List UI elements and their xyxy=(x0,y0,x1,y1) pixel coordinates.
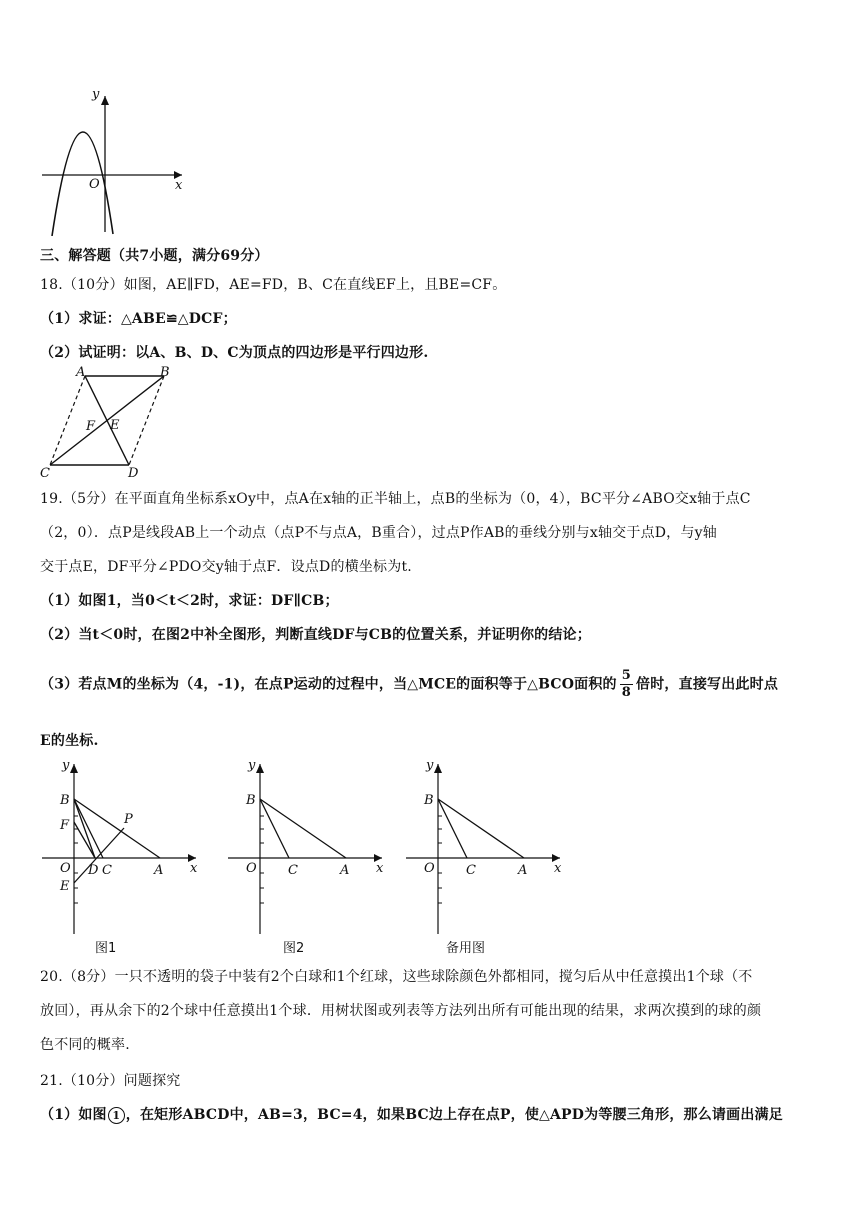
q18-part2: （2）试证明：以A、B、D、C为顶点的四边形是平行四边形. xyxy=(40,345,429,361)
fig3-label-b: B xyxy=(424,793,434,808)
fraction-denominator: 8 xyxy=(621,685,632,700)
caption-figure-1: 图1 xyxy=(95,941,117,956)
q21-heading: 21.（10分）问题探究 xyxy=(40,1073,181,1089)
fraction-numerator: 5 xyxy=(621,668,632,683)
fig2-label-b: B xyxy=(246,793,256,808)
q19-line1: 19.（5分）在平面直角坐标系xOy中，点A在x轴的正半轴上，点B的坐标为（0，4），BC平分∠ABO交x轴于点C xyxy=(40,491,751,507)
caption-figure-spare: 备用图 xyxy=(446,941,486,956)
point-label-e: E xyxy=(110,418,120,433)
circled-number-text: 1 xyxy=(112,1108,121,1122)
origin-label: O xyxy=(89,177,100,192)
q19-part3-text-b: 倍时，直接写出此时点 xyxy=(636,676,779,693)
q20-line2: 放回），再从余下的2个球中任意摸出1个球．用树状图或列表等方法列出所有可能出现的结果，求两次摸到的球的颜 xyxy=(40,1003,762,1019)
figure-1 xyxy=(38,756,208,936)
fig1-label-a: A xyxy=(154,863,164,878)
fig3-label-a: A xyxy=(518,863,528,878)
q19-part2: （2）当t＜0时，在图2中补全图形，判断直线DF与CB的位置关系，并证明你的结论； xyxy=(40,627,591,643)
q20-line1: 20.（8分）一只不透明的袋子中装有2个白球和1个红球，这些球除颜色外都相同，搅匀后从中任意摸出1个球（不 xyxy=(40,969,753,985)
fig2-label-y: y xyxy=(248,758,256,773)
q19-part3-cont: E的坐标. xyxy=(40,733,99,749)
section-heading: 三、解答题（共7小题，满分69分） xyxy=(40,248,269,264)
fig3-label-y: y xyxy=(426,758,434,773)
fig1-label-c: C xyxy=(102,863,112,878)
fig1-label-d: D xyxy=(88,863,99,878)
parabola-figure xyxy=(38,84,188,236)
fig1-label-x: x xyxy=(190,861,198,876)
axis-label-y: y xyxy=(92,87,100,102)
circled-number xyxy=(108,1107,125,1124)
figure-2 xyxy=(224,756,394,936)
point-label-b: B xyxy=(160,365,170,380)
point-label-c: C xyxy=(40,466,50,481)
q19-part3-text-a: （3）若点M的坐标为（4，-1)，在点P运动的过程中，当△MCE的面积等于△BCO面积的 xyxy=(40,676,617,693)
q19-line2: （2，0）．点P是线段AB上一个动点（点P不与点A，B重合），过点P作AB的垂线分别与x轴交于点D，与y轴 xyxy=(40,525,717,541)
q21-part1-text: ，在矩形ABCD中，AB=3，BC=4，如果BC边上存在点P，使△APD为等腰三角形，那么请画出满足 xyxy=(125,1107,783,1123)
fig2-label-o: O xyxy=(246,861,257,876)
fig2-label-x: x xyxy=(376,861,384,876)
q19-line3: 交于点E，DF平分∠PDO交y轴于点F．设点D的横坐标为t. xyxy=(40,559,412,575)
figure-spare xyxy=(402,756,572,936)
q21-part1-prefix: （1）如图 xyxy=(40,1107,107,1123)
fig2-label-a: A xyxy=(340,863,350,878)
point-label-d: D xyxy=(128,466,139,481)
q19-part1: （1）如图1，当0＜t＜2时，求证：DF∥CB； xyxy=(40,593,339,609)
fig3-label-c: C xyxy=(466,863,476,878)
fig1-label-y: y xyxy=(62,758,70,773)
q18-stem: 18.（10分）如图，AE∥FD，AE=FD，B、C在直线EF上，且BE=CF。 xyxy=(40,277,507,293)
q19-part3 xyxy=(40,668,778,701)
axis-label-x: x xyxy=(175,178,183,193)
q21-part1 xyxy=(40,1104,783,1124)
point-label-a: A xyxy=(76,365,86,380)
fig1-label-o: O xyxy=(60,861,71,876)
parallelogram-figure xyxy=(36,364,186,482)
point-label-f: F xyxy=(86,419,96,434)
fig1-label-e: E xyxy=(60,879,70,894)
q20-line3: 色不同的概率. xyxy=(40,1037,130,1053)
fig2-label-c: C xyxy=(288,863,298,878)
fig3-label-o: O xyxy=(424,861,435,876)
fig1-label-p: P xyxy=(124,812,133,827)
fig3-label-x: x xyxy=(554,861,562,876)
q18-part1: （1）求证：△ABE≌△DCF； xyxy=(40,311,237,327)
fig1-label-f: F xyxy=(60,818,70,833)
caption-figure-2: 图2 xyxy=(283,941,305,956)
fraction-five-eighths xyxy=(620,668,633,701)
fig1-label-b: B xyxy=(60,793,70,808)
